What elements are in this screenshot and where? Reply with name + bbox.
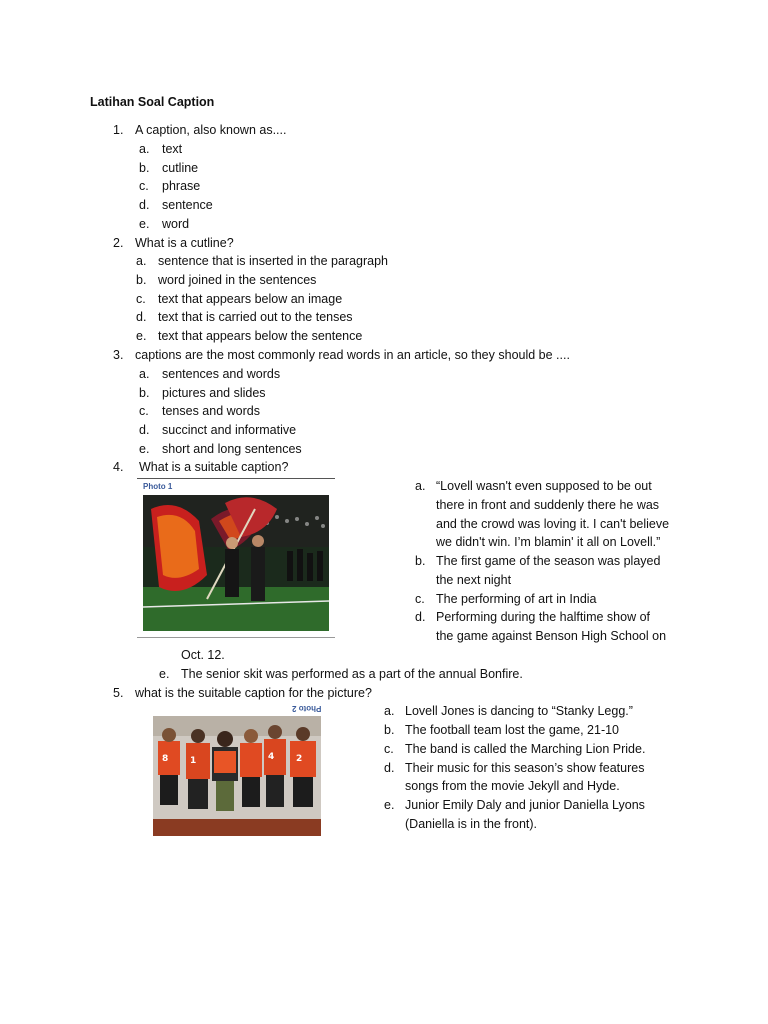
option-text: Junior Emily Daly and junior Daniella Lyons bbox=[405, 798, 645, 812]
question-number: 2. bbox=[113, 236, 124, 250]
svg-text:1: 1 bbox=[190, 756, 197, 766]
option-letter: c. bbox=[139, 179, 149, 193]
option-text: The band is called the Marching Lion Pride. bbox=[405, 742, 646, 756]
option-text: songs from the movie Jekyll and Hyde. bbox=[405, 779, 620, 793]
option-text: text that appears below the sentence bbox=[158, 329, 363, 343]
option-text: word joined in the sentences bbox=[158, 273, 317, 287]
option-letter: b. bbox=[415, 554, 426, 568]
option-letter: d. bbox=[384, 761, 395, 775]
question-text: captions are the most commonly read words in an article, so they should be .... bbox=[135, 348, 570, 362]
photo-1-image bbox=[137, 479, 335, 637]
option-letter: c. bbox=[136, 292, 146, 306]
photo-1-colorguard bbox=[137, 478, 335, 638]
option-text: The senior skit was performed as a part of the annual Bonfire. bbox=[181, 667, 523, 681]
option-letter: d. bbox=[139, 423, 150, 437]
page-title: Latihan Soal Caption bbox=[90, 95, 215, 109]
option-letter: d. bbox=[139, 198, 150, 212]
option-text: succinct and informative bbox=[162, 423, 297, 437]
option-text: and the crowd was loving it. I can't believe bbox=[436, 517, 670, 531]
option-text: there in front and suddenly there he was bbox=[436, 498, 660, 512]
option-text: sentence that is inserted in the paragraph bbox=[158, 254, 389, 268]
question-text: what is the suitable caption for the picture? bbox=[135, 686, 372, 700]
option-text: text that appears below an image bbox=[158, 292, 343, 306]
photo-2-image bbox=[150, 703, 322, 839]
question-number: 4. bbox=[113, 460, 124, 474]
question-number: 3. bbox=[113, 348, 124, 362]
option-text: sentence bbox=[162, 198, 213, 212]
option-letter: b. bbox=[139, 386, 150, 400]
option-text: “Lovell wasn't even supposed to be out bbox=[436, 479, 652, 493]
option-letter: c. bbox=[384, 742, 394, 756]
option-text: Lovell Jones is dancing to “Stanky Legg.” bbox=[405, 704, 633, 718]
question-number: 5. bbox=[113, 686, 124, 700]
photo-2-football-team bbox=[150, 703, 322, 839]
option-text: text bbox=[162, 142, 183, 156]
question-text: What is a cutline? bbox=[135, 236, 234, 250]
photo-label: Photo 2 bbox=[292, 704, 322, 713]
question-number: 1. bbox=[113, 123, 124, 137]
option-text: (Daniella is in the front). bbox=[405, 817, 538, 831]
option-text: short and long sentences bbox=[162, 442, 302, 456]
option-text: cutline bbox=[162, 161, 199, 175]
question-text: What is a suitable caption? bbox=[139, 460, 289, 474]
option-letter: e. bbox=[384, 798, 395, 812]
option-text: Their music for this season’s show features bbox=[405, 761, 645, 775]
option-text: The football team lost the game, 21-10 bbox=[405, 723, 620, 737]
option-letter: e. bbox=[159, 667, 170, 681]
option-text: phrase bbox=[162, 179, 201, 193]
option-text: the game against Benson High School on bbox=[436, 629, 667, 643]
question-text: A caption, also known as.... bbox=[135, 123, 287, 137]
option-letter: a. bbox=[384, 704, 395, 718]
option-letter: d. bbox=[136, 310, 147, 324]
option-letter: a. bbox=[139, 367, 150, 381]
option-letter: c. bbox=[415, 592, 425, 606]
option-text: Performing during the halftime show of bbox=[436, 610, 650, 624]
svg-text:8: 8 bbox=[162, 754, 169, 764]
option-letter: b. bbox=[384, 723, 395, 737]
option-text: word bbox=[162, 217, 190, 231]
photo-label: Photo 1 bbox=[143, 482, 173, 491]
option-letter: e. bbox=[139, 442, 150, 456]
option-text: tenses and words bbox=[162, 404, 260, 418]
option-letter: b. bbox=[136, 273, 147, 287]
option-text: the next night bbox=[436, 573, 512, 587]
option-text: The performing of art in India bbox=[436, 592, 597, 606]
option-letter: e. bbox=[139, 217, 150, 231]
option-letter: a. bbox=[139, 142, 150, 156]
option-letter: e. bbox=[136, 329, 147, 343]
option-letter: d. bbox=[415, 610, 426, 624]
option-text: The first game of the season was played bbox=[436, 554, 661, 568]
svg-text:2: 2 bbox=[296, 754, 303, 764]
option-letter: b. bbox=[139, 161, 150, 175]
option-text: text that is carried out to the tenses bbox=[158, 310, 353, 324]
option-text: sentences and words bbox=[162, 367, 281, 381]
option-letter: a. bbox=[415, 479, 426, 493]
option-text: we didn't win. I’m blamin' it all on Lovell.” bbox=[436, 535, 661, 549]
option-letter: a. bbox=[136, 254, 147, 268]
svg-text:4: 4 bbox=[268, 752, 275, 762]
option-text: pictures and slides bbox=[162, 386, 266, 400]
option-letter: c. bbox=[139, 404, 149, 418]
option-text: Oct. 12. bbox=[181, 648, 225, 662]
